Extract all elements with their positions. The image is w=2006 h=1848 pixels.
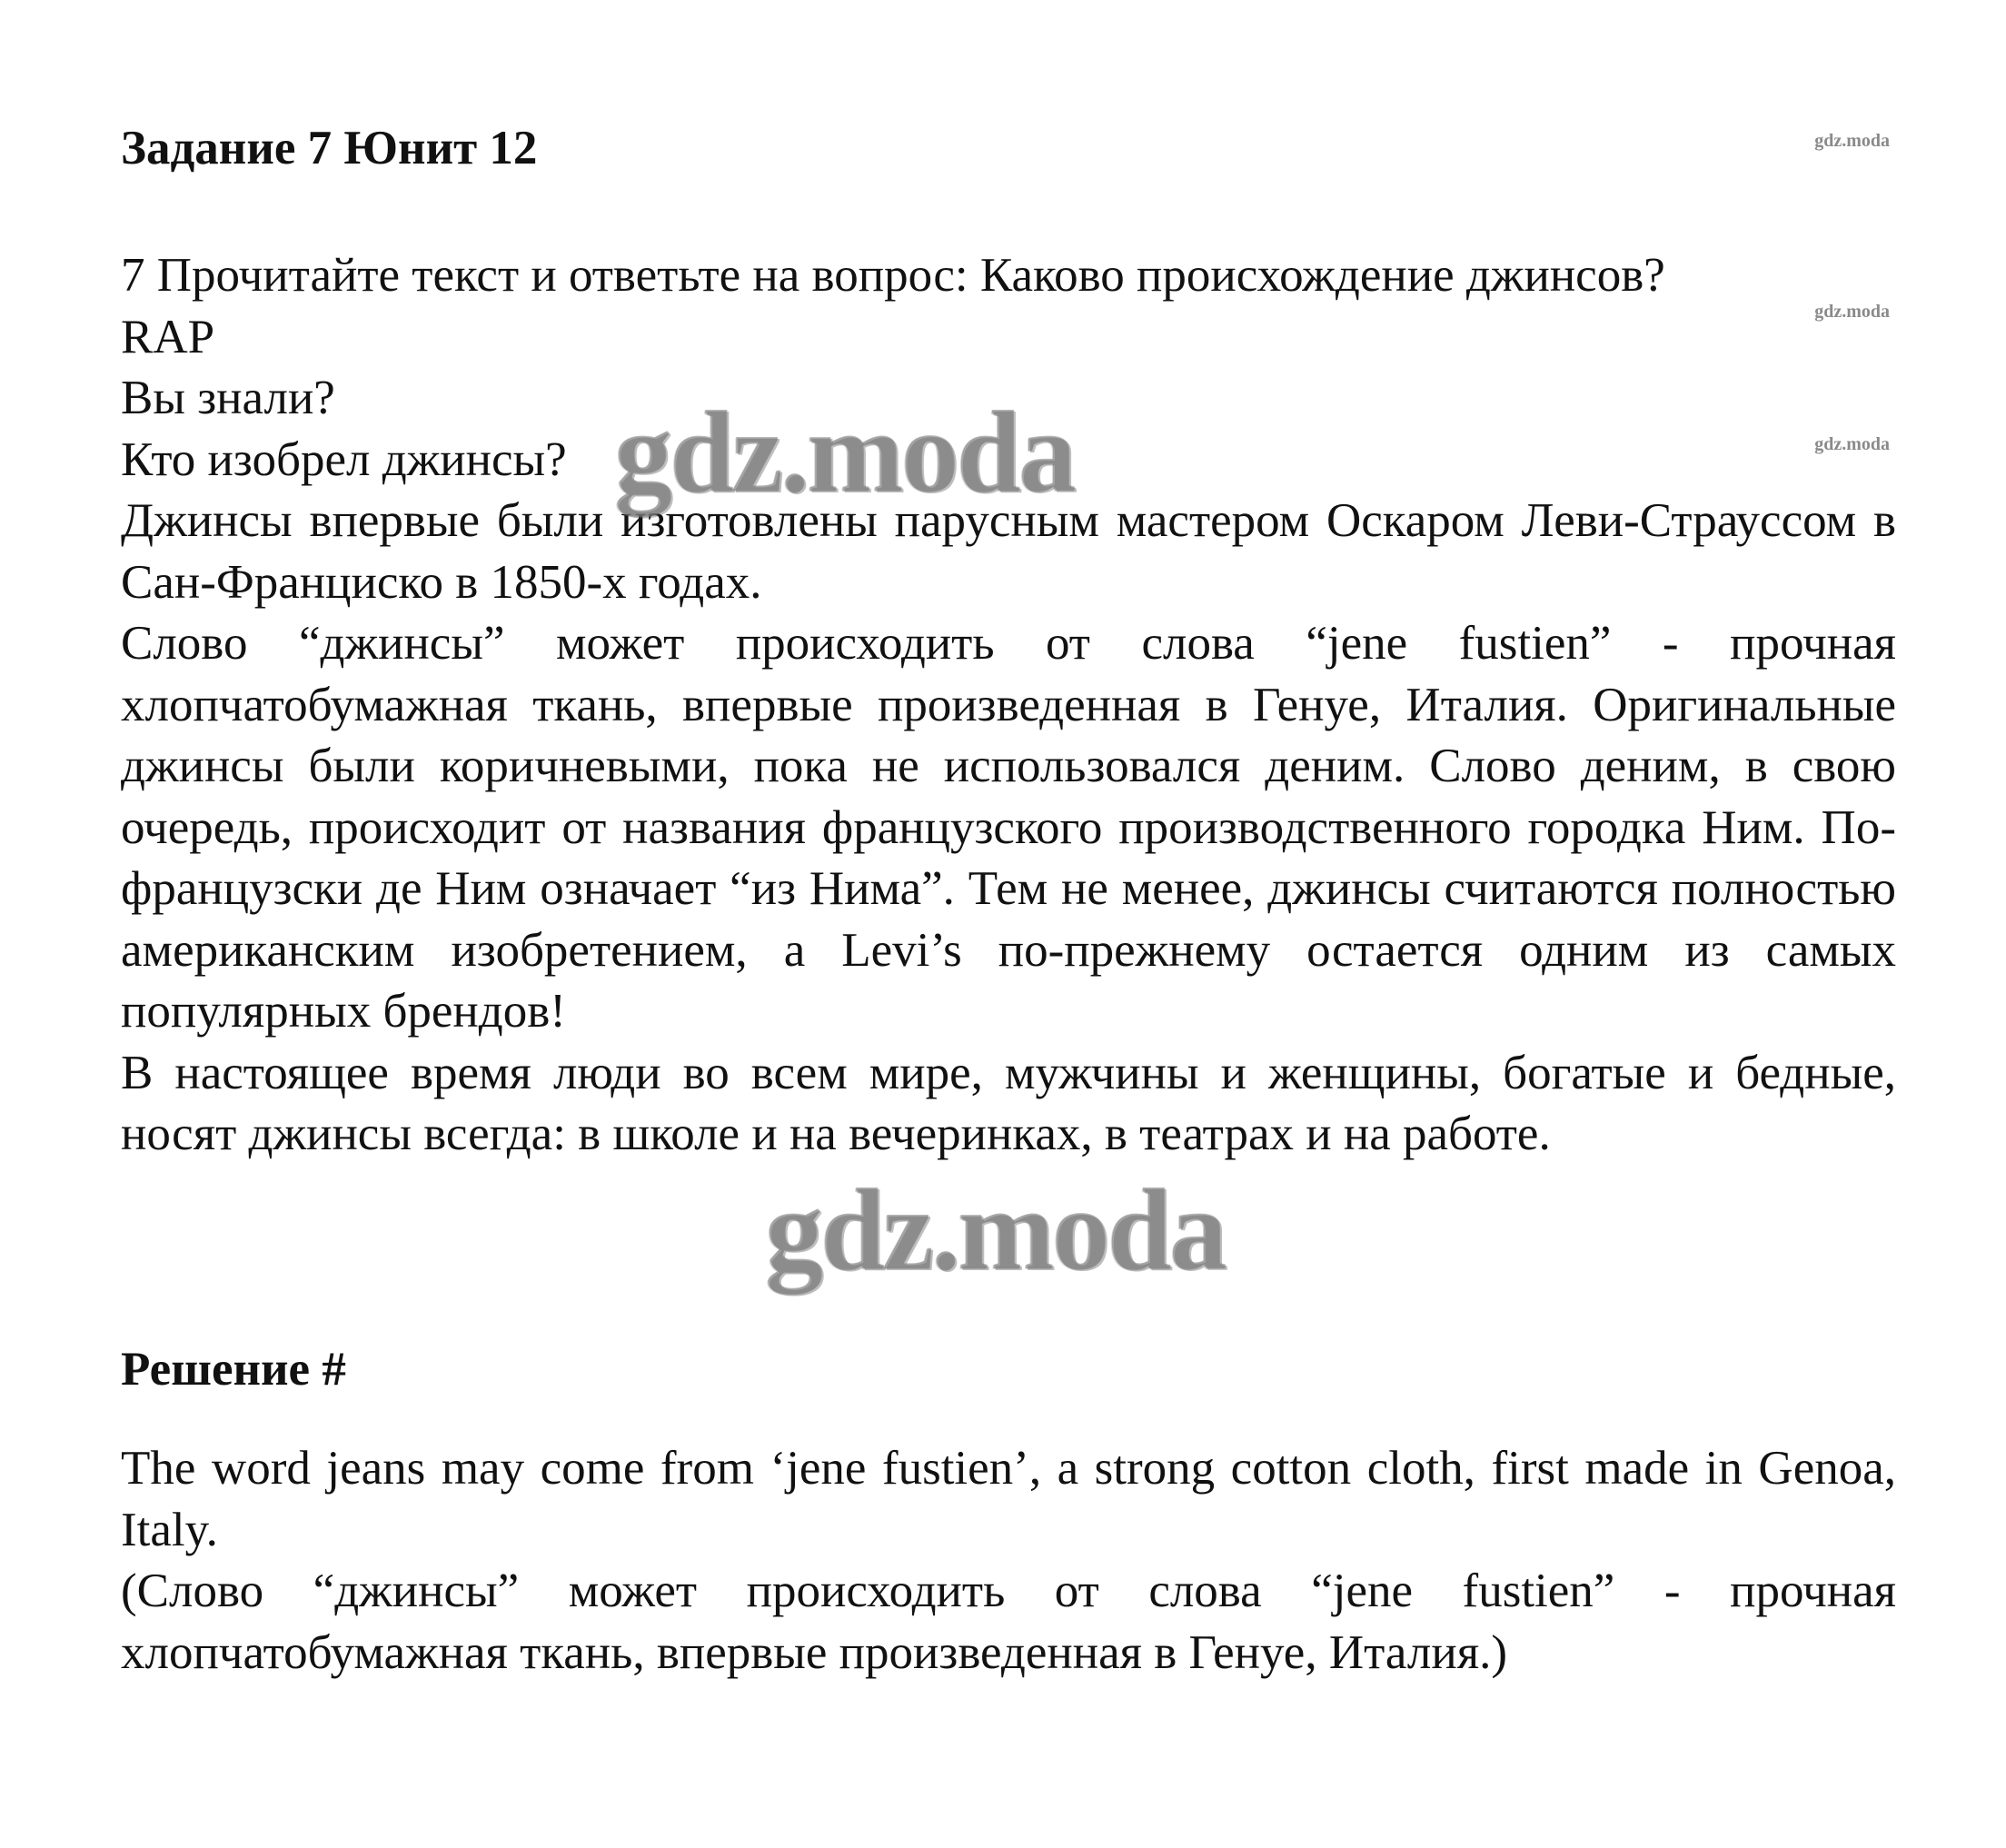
watermark-small: gdz.moda <box>1814 302 1890 322</box>
task-title: Задание 7 Юнит 12 <box>121 122 538 174</box>
solution-text <box>121 1438 1896 1684</box>
task-paragraph-origin: Слово “джинсы” может происходить от слова “jene fustien” - прочная хлопчатобумажная ткань, впервые произведенная в Генуе, Италия. Оригинальные джинсы были коричневыми, пока не использовался деним. Слово деним, в свою очередь, происходит от названия французского производственного городка Ним. По-французски де Ним означает “из Нима”. Тем не менее, джинсы считаются полностью американским изобретением, а Levi’s по-прежнему остается одним из самых популярных брендов! <box>121 617 1896 1038</box>
task-line-did-you-know: Вы знали? <box>121 372 335 424</box>
task-line-who-invented: Кто изобрел джинсы? <box>121 432 567 486</box>
watermark-small: gdz.moda <box>1814 131 1890 151</box>
watermark-small: gdz.moda <box>1814 434 1890 454</box>
solution-answer-translation: (Слово “джинсы” может происходить от слова “jene fustien” - прочная хлопчатобумажная ткань, впервые произведенная в Генуе, Италия.) <box>121 1565 1896 1679</box>
task-text <box>121 245 1896 1166</box>
watermark-large: gdz.moda <box>765 1165 1225 1294</box>
task-paragraph-invention: Джинсы впервые были изготовлены парусным мастером Оскаром Леви-Страуссом в Сан-Франциско в 1850-х годах. <box>121 494 1896 609</box>
solution-title: Решение # <box>121 1343 346 1396</box>
task-question: 7 Прочитайте текст и ответьте на вопрос: Каково происхождение джинсов? <box>121 249 1665 302</box>
task-line-rap: RAP <box>121 310 215 363</box>
watermark-large: gdz.moda <box>614 387 1074 516</box>
task-paragraph-today: В настоящее время люди во всем мире, мужчины и женщины, богатые и бедные, носят джинсы всегда: в школе и на вечеринках, в театрах и на работе. <box>121 1046 1896 1160</box>
solution-answer-english: The word jeans may come from ‘jene fustien’, a strong cotton cloth, first made in Genoa, Italy. <box>121 1442 1896 1556</box>
